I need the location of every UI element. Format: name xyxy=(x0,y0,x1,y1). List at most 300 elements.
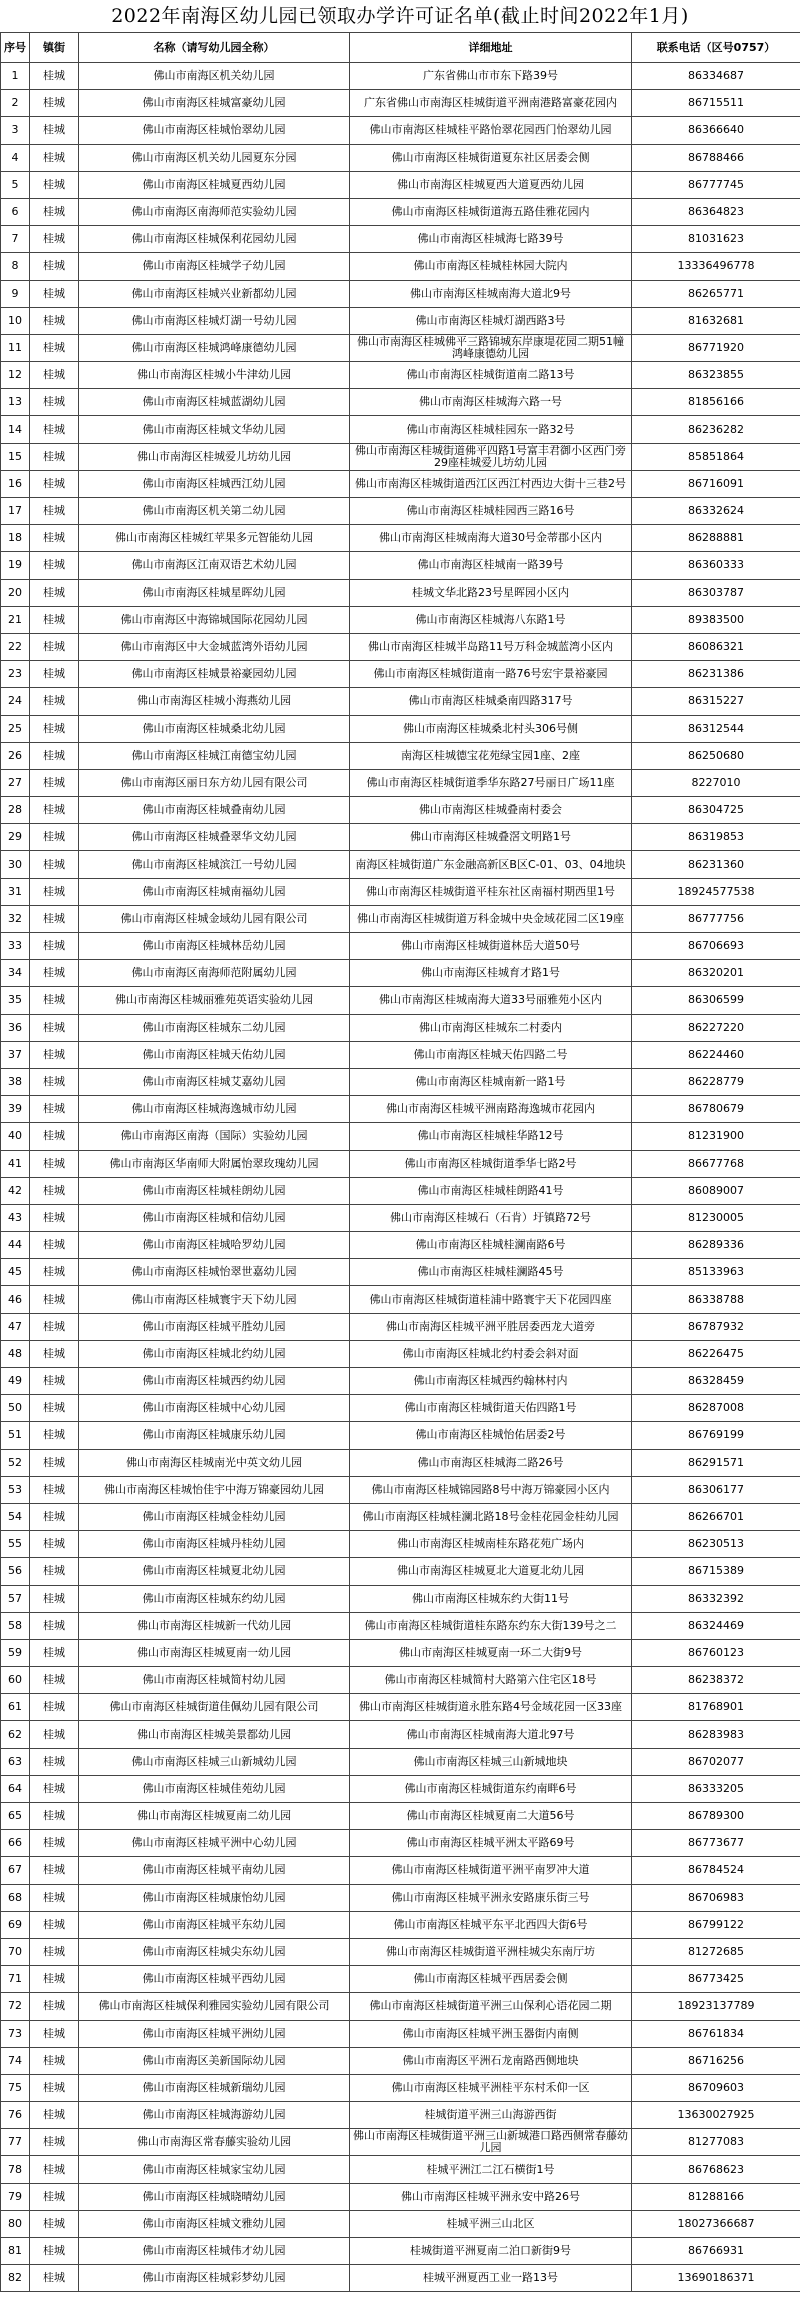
cell-name: 佛山市南海区桂城桂朗幼儿园 xyxy=(79,1177,350,1204)
cell-no: 35 xyxy=(1,987,30,1014)
table-row xyxy=(1,797,800,824)
cell-no: 59 xyxy=(1,1639,30,1666)
cell-no: 46 xyxy=(1,1286,30,1313)
cell-name: 佛山市南海区桂城海逸城市幼儿园 xyxy=(79,1096,350,1123)
cell-address: 佛山市南海区桂城夏北大道夏北幼儿园 xyxy=(350,1558,632,1585)
cell-phone: 86773425 xyxy=(632,1966,800,1993)
cell-no: 60 xyxy=(1,1667,30,1694)
cell-no: 5 xyxy=(1,171,30,198)
table-row xyxy=(1,715,800,742)
cell-address: 佛山市南海区桂城街道平洲三山新城港口路西侧常春藤幼儿园 xyxy=(350,2129,632,2156)
cell-town: 桂城 xyxy=(30,171,79,198)
cell-address: 广东省佛山市南海区桂城街道平洲南港路富豪花园内 xyxy=(350,90,632,117)
cell-no: 19 xyxy=(1,552,30,579)
cell-town: 桂城 xyxy=(30,1585,79,1612)
cell-phone: 86706693 xyxy=(632,933,800,960)
cell-name: 佛山市南海区桂城康乐幼儿园 xyxy=(79,1422,350,1449)
cell-town: 桂城 xyxy=(30,1830,79,1857)
cell-phone: 86773677 xyxy=(632,1830,800,1857)
cell-no: 24 xyxy=(1,688,30,715)
cell-town: 桂城 xyxy=(30,1531,79,1558)
cell-no: 77 xyxy=(1,2129,30,2156)
cell-town: 桂城 xyxy=(30,905,79,932)
cell-no: 43 xyxy=(1,1204,30,1231)
table-row xyxy=(1,606,800,633)
table-row xyxy=(1,1938,800,1965)
cell-address: 佛山市南海区桂城南一路39号 xyxy=(350,552,632,579)
cell-town: 桂城 xyxy=(30,2265,79,2292)
table-row xyxy=(1,443,800,470)
page-title: 2022年南海区幼儿园已领取办学许可证名单(截止时间2022年1月) xyxy=(111,5,689,27)
cell-no: 31 xyxy=(1,878,30,905)
cell-town: 桂城 xyxy=(30,769,79,796)
cell-name: 佛山市南海区桂城红苹果多元智能幼儿园 xyxy=(79,525,350,552)
cell-name: 佛山市南海区桂城平西幼儿园 xyxy=(79,1966,350,1993)
cell-address: 佛山市南海区桂城夏南二大道56号 xyxy=(350,1803,632,1830)
cell-name: 佛山市南海区桂城丹桂幼儿园 xyxy=(79,1531,350,1558)
cell-address: 桂城平洲三山北区 xyxy=(350,2210,632,2237)
cell-name: 佛山市南海区中海锦城国际花园幼儿园 xyxy=(79,606,350,633)
cell-town: 桂城 xyxy=(30,1966,79,1993)
cell-phone: 86799122 xyxy=(632,1911,800,1938)
cell-no: 81 xyxy=(1,2238,30,2265)
table-row xyxy=(1,1558,800,1585)
cell-name: 佛山市南海区桂城简村幼儿园 xyxy=(79,1667,350,1694)
cell-name: 佛山市南海区桂城哈罗幼儿园 xyxy=(79,1232,350,1259)
cell-town: 桂城 xyxy=(30,2047,79,2074)
cell-phone: 86303787 xyxy=(632,579,800,606)
cell-no: 56 xyxy=(1,1558,30,1585)
cell-town: 桂城 xyxy=(30,2156,79,2183)
cell-no: 71 xyxy=(1,1966,30,1993)
cell-address: 佛山市南海区桂城平洲桂平东村禾仰一区 xyxy=(350,2074,632,2101)
cell-phone: 86788466 xyxy=(632,144,800,171)
cell-town: 桂城 xyxy=(30,226,79,253)
cell-phone: 86291571 xyxy=(632,1449,800,1476)
cell-town: 桂城 xyxy=(30,90,79,117)
cell-no: 47 xyxy=(1,1313,30,1340)
cell-no: 7 xyxy=(1,226,30,253)
table-row xyxy=(1,1830,800,1857)
cell-address: 佛山市南海区桂城平西居委会侧 xyxy=(350,1966,632,1993)
table-body xyxy=(1,63,800,2292)
cell-address: 佛山市南海区桂城桑南四路317号 xyxy=(350,688,632,715)
cell-town: 桂城 xyxy=(30,1096,79,1123)
cell-phone: 86226475 xyxy=(632,1340,800,1367)
cell-address: 佛山市南海区桂城南海大道33号丽雅苑小区内 xyxy=(350,987,632,1014)
cell-phone: 86334687 xyxy=(632,63,800,90)
cell-no: 34 xyxy=(1,960,30,987)
cell-town: 桂城 xyxy=(30,2074,79,2101)
cell-no: 48 xyxy=(1,1340,30,1367)
cell-address: 佛山市南海区桂城海七路39号 xyxy=(350,226,632,253)
cell-town: 桂城 xyxy=(30,144,79,171)
cell-town: 桂城 xyxy=(30,1150,79,1177)
cell-address: 佛山市南海区桂城南桂东路花苑广场内 xyxy=(350,1531,632,1558)
cell-name: 佛山市南海区桂城蓝湖幼儿园 xyxy=(79,389,350,416)
table-row xyxy=(1,742,800,769)
table-row xyxy=(1,1123,800,1150)
cell-name: 佛山市南海区桂城东二幼儿园 xyxy=(79,1014,350,1041)
cell-name: 佛山市南海区桂城金桂幼儿园 xyxy=(79,1503,350,1530)
cell-name: 佛山市南海区桂城鸿峰康德幼儿园 xyxy=(79,334,350,361)
cell-phone: 86287008 xyxy=(632,1395,800,1422)
cell-name: 佛山市南海区桂城小牛津幼儿园 xyxy=(79,362,350,389)
cell-name: 佛山市南海区南海师范实验幼儿园 xyxy=(79,198,350,225)
cell-no: 49 xyxy=(1,1368,30,1395)
cell-name: 佛山市南海区桂城街道佳佩幼儿园有限公司 xyxy=(79,1694,350,1721)
cell-town: 桂城 xyxy=(30,1803,79,1830)
cell-address: 佛山市南海区桂城桂园西三路16号 xyxy=(350,498,632,525)
cell-town: 桂城 xyxy=(30,797,79,824)
cell-name: 佛山市南海区桂城文华幼儿园 xyxy=(79,416,350,443)
cell-name: 佛山市南海区桂城佳苑幼儿园 xyxy=(79,1775,350,1802)
cell-town: 桂城 xyxy=(30,1884,79,1911)
cell-no: 12 xyxy=(1,362,30,389)
cell-phone: 81632681 xyxy=(632,307,800,334)
cell-town: 桂城 xyxy=(30,1449,79,1476)
cell-phone: 89383500 xyxy=(632,606,800,633)
table-row xyxy=(1,307,800,334)
table-row xyxy=(1,824,800,851)
table-row xyxy=(1,1748,800,1775)
table-row xyxy=(1,1503,800,1530)
cell-address: 佛山市南海区桂城东二村委内 xyxy=(350,1014,632,1041)
cell-town: 桂城 xyxy=(30,661,79,688)
cell-address: 广东省佛山市市东下路39号 xyxy=(350,63,632,90)
cell-no: 58 xyxy=(1,1612,30,1639)
table-row xyxy=(1,280,800,307)
cell-address: 佛山市南海区桂城街道南二路13号 xyxy=(350,362,632,389)
cell-phone: 86766931 xyxy=(632,2238,800,2265)
cell-address: 佛山市南海区桂城简村大路第六住宅区18号 xyxy=(350,1667,632,1694)
table-row xyxy=(1,334,800,361)
cell-town: 桂城 xyxy=(30,824,79,851)
table-row xyxy=(1,987,800,1014)
cell-phone: 13336496778 xyxy=(632,253,800,280)
cell-town: 桂城 xyxy=(30,1639,79,1666)
cell-phone: 81231900 xyxy=(632,1123,800,1150)
cell-phone: 13690186371 xyxy=(632,2265,800,2292)
cell-address: 佛山市南海区桂城半岛路11号万科金城蓝湾小区内 xyxy=(350,633,632,660)
cell-no: 51 xyxy=(1,1422,30,1449)
table-row xyxy=(1,525,800,552)
cell-town: 桂城 xyxy=(30,633,79,660)
cell-name: 佛山市南海区江南双语艺术幼儿园 xyxy=(79,552,350,579)
cell-no: 78 xyxy=(1,2156,30,2183)
cell-no: 23 xyxy=(1,661,30,688)
cell-no: 41 xyxy=(1,1150,30,1177)
table-row xyxy=(1,2238,800,2265)
cell-name: 佛山市南海区桂城平胜幼儿园 xyxy=(79,1313,350,1340)
cell-town: 桂城 xyxy=(30,1340,79,1367)
cell-address: 佛山市南海区桂城街道平洲三山保利心语花园二期 xyxy=(350,1993,632,2020)
cell-address: 佛山市南海区桂城桂园东一路32号 xyxy=(350,416,632,443)
cell-address: 佛山市南海区桂城夏西大道夏西幼儿园 xyxy=(350,171,632,198)
table-row xyxy=(1,1993,800,2020)
cell-no: 45 xyxy=(1,1259,30,1286)
cell-town: 桂城 xyxy=(30,1476,79,1503)
cell-address: 佛山市南海区桂城街道平洲平南罗冲大道 xyxy=(350,1857,632,1884)
cell-no: 72 xyxy=(1,1993,30,2020)
cell-phone: 86228779 xyxy=(632,1068,800,1095)
cell-phone: 86289336 xyxy=(632,1232,800,1259)
table-row xyxy=(1,253,800,280)
cell-no: 13 xyxy=(1,389,30,416)
cell-name: 佛山市南海区桂城怡翠幼儿园 xyxy=(79,117,350,144)
cell-address: 桂城平洲夏西工业一路13号 xyxy=(350,2265,632,2292)
cell-phone: 86236282 xyxy=(632,416,800,443)
cell-phone: 86230513 xyxy=(632,1531,800,1558)
cell-town: 桂城 xyxy=(30,2183,79,2210)
cell-address: 佛山市南海区桂城石（石肯）圩镇路72号 xyxy=(350,1204,632,1231)
cell-town: 桂城 xyxy=(30,498,79,525)
cell-name: 佛山市南海区桂城叠南幼儿园 xyxy=(79,797,350,824)
cell-phone: 18027366687 xyxy=(632,2210,800,2237)
cell-town: 桂城 xyxy=(30,579,79,606)
cell-no: 76 xyxy=(1,2102,30,2129)
cell-name: 佛山市南海区桂城夏北幼儿园 xyxy=(79,1558,350,1585)
cell-name: 佛山市南海区桂城平东幼儿园 xyxy=(79,1911,350,1938)
cell-name: 佛山市南海区桂城小海燕幼儿园 xyxy=(79,688,350,715)
cell-phone: 81230005 xyxy=(632,1204,800,1231)
table-row xyxy=(1,1286,800,1313)
header-name: 名称（请写幼儿园全称） xyxy=(79,33,350,63)
cell-phone: 86761834 xyxy=(632,2020,800,2047)
cell-town: 桂城 xyxy=(30,307,79,334)
table-row xyxy=(1,1150,800,1177)
cell-no: 32 xyxy=(1,905,30,932)
table-row xyxy=(1,1096,800,1123)
table-row xyxy=(1,769,800,796)
cell-address: 佛山市南海区桂城平洲永安中路26号 xyxy=(350,2183,632,2210)
cell-no: 37 xyxy=(1,1041,30,1068)
cell-address: 佛山市南海区桂城夏南一环二大街9号 xyxy=(350,1639,632,1666)
cell-address: 佛山市南海区桂城桑北村头306号侧 xyxy=(350,715,632,742)
cell-town: 桂城 xyxy=(30,552,79,579)
cell-no: 16 xyxy=(1,470,30,497)
cell-no: 21 xyxy=(1,606,30,633)
cell-name: 佛山市南海区桂城家宝幼儿园 xyxy=(79,2156,350,2183)
table-row xyxy=(1,470,800,497)
cell-no: 50 xyxy=(1,1395,30,1422)
cell-phone: 81031623 xyxy=(632,226,800,253)
cell-phone: 86780679 xyxy=(632,1096,800,1123)
header-row xyxy=(1,33,800,63)
cell-name: 佛山市南海区桂城新一代幼儿园 xyxy=(79,1612,350,1639)
cell-name: 佛山市南海区南海（国际）实验幼儿园 xyxy=(79,1123,350,1150)
cell-name: 佛山市南海区桂城滨江一号幼儿园 xyxy=(79,851,350,878)
header-no: 序号 xyxy=(1,33,30,63)
table-row xyxy=(1,633,800,660)
cell-town: 桂城 xyxy=(30,1232,79,1259)
cell-name: 佛山市南海区桂城林岳幼儿园 xyxy=(79,933,350,960)
cell-phone: 86338788 xyxy=(632,1286,800,1313)
cell-no: 42 xyxy=(1,1177,30,1204)
cell-no: 66 xyxy=(1,1830,30,1857)
cell-address: 佛山市南海区桂城街道东约南畔6号 xyxy=(350,1775,632,1802)
table-row xyxy=(1,552,800,579)
cell-phone: 86677768 xyxy=(632,1150,800,1177)
cell-address: 佛山市南海区桂城灯湖西路3号 xyxy=(350,307,632,334)
cell-town: 桂城 xyxy=(30,1368,79,1395)
cell-phone: 86315227 xyxy=(632,688,800,715)
table-row xyxy=(1,2183,800,2210)
cell-phone: 81288166 xyxy=(632,2183,800,2210)
cell-phone: 86089007 xyxy=(632,1177,800,1204)
cell-address: 佛山市南海区桂城海六路一号 xyxy=(350,389,632,416)
table-row xyxy=(1,1775,800,1802)
cell-no: 38 xyxy=(1,1068,30,1095)
cell-name: 佛山市南海区桂城西江幼儿园 xyxy=(79,470,350,497)
cell-address: 佛山市南海区桂城南海大道30号金蒂郡小区内 xyxy=(350,525,632,552)
table-row xyxy=(1,661,800,688)
cell-name: 佛山市南海区桂城学子幼儿园 xyxy=(79,253,350,280)
table-row xyxy=(1,1449,800,1476)
cell-address: 佛山市南海区桂城锦园路8号中海万锦豪园小区内 xyxy=(350,1476,632,1503)
cell-name: 佛山市南海区美新国际幼儿园 xyxy=(79,2047,350,2074)
cell-town: 桂城 xyxy=(30,1259,79,1286)
cell-town: 桂城 xyxy=(30,280,79,307)
cell-no: 27 xyxy=(1,769,30,796)
cell-no: 6 xyxy=(1,198,30,225)
cell-no: 57 xyxy=(1,1585,30,1612)
cell-address: 佛山市南海区桂城叠滘文明路1号 xyxy=(350,824,632,851)
cell-phone: 86771920 xyxy=(632,334,800,361)
cell-town: 桂城 xyxy=(30,416,79,443)
cell-town: 桂城 xyxy=(30,525,79,552)
table-row xyxy=(1,1259,800,1286)
table-row xyxy=(1,1911,800,1938)
cell-name: 佛山市南海区华南师大附属怡翠玫瑰幼儿园 xyxy=(79,1150,350,1177)
cell-phone: 85851864 xyxy=(632,443,800,470)
cell-town: 桂城 xyxy=(30,933,79,960)
cell-phone: 86777756 xyxy=(632,905,800,932)
cell-phone: 18923137789 xyxy=(632,1993,800,2020)
cell-address: 佛山市南海区桂城街道桂浦中路寰宇天下花园四座 xyxy=(350,1286,632,1313)
cell-no: 9 xyxy=(1,280,30,307)
table-row xyxy=(1,1368,800,1395)
cell-name: 佛山市南海区桂城爱儿坊幼儿园 xyxy=(79,443,350,470)
cell-address: 佛山市南海区桂城街道季华东路27号丽日广场11座 xyxy=(350,769,632,796)
cell-town: 桂城 xyxy=(30,63,79,90)
cell-phone: 86306177 xyxy=(632,1476,800,1503)
cell-name: 佛山市南海区桂城保利花园幼儿园 xyxy=(79,226,350,253)
cell-town: 桂城 xyxy=(30,1422,79,1449)
cell-address: 佛山市南海区桂城街道夏东社区居委会侧 xyxy=(350,144,632,171)
cell-name: 佛山市南海区机关第二幼儿园 xyxy=(79,498,350,525)
cell-address: 佛山市南海区桂城街道林岳大道50号 xyxy=(350,933,632,960)
cell-phone: 86364823 xyxy=(632,198,800,225)
cell-no: 8 xyxy=(1,253,30,280)
header-town: 镇街 xyxy=(30,33,79,63)
table-row xyxy=(1,2156,800,2183)
cell-address: 佛山市南海区桂城街道万科金城中央金域花园二区19座 xyxy=(350,905,632,932)
table-row xyxy=(1,2265,800,2292)
kindergarten-license-table xyxy=(0,32,800,2292)
cell-no: 67 xyxy=(1,1857,30,1884)
cell-phone: 8227010 xyxy=(632,769,800,796)
cell-name: 佛山市南海区桂城星晖幼儿园 xyxy=(79,579,350,606)
table-row xyxy=(1,2102,800,2129)
table-row xyxy=(1,1068,800,1095)
cell-no: 36 xyxy=(1,1014,30,1041)
cell-address: 佛山市南海区桂城街道桂东路东约东大街139号之二 xyxy=(350,1612,632,1639)
cell-name: 佛山市南海区桂城南福幼儿园 xyxy=(79,878,350,905)
cell-name: 佛山市南海区机关幼儿园 xyxy=(79,63,350,90)
cell-no: 53 xyxy=(1,1476,30,1503)
cell-address: 佛山市南海区桂城佛平三路锦城东岸康堤花园二期51幢鸿峰康德幼儿园 xyxy=(350,334,632,361)
table-row xyxy=(1,1721,800,1748)
cell-name: 佛山市南海区桂城平南幼儿园 xyxy=(79,1857,350,1884)
cell-no: 4 xyxy=(1,144,30,171)
cell-phone: 86716091 xyxy=(632,470,800,497)
cell-town: 桂城 xyxy=(30,878,79,905)
table-row xyxy=(1,1014,800,1041)
cell-phone: 86789300 xyxy=(632,1803,800,1830)
cell-phone: 86760123 xyxy=(632,1639,800,1666)
cell-address: 佛山市南海区桂城三山新城地块 xyxy=(350,1748,632,1775)
table-row xyxy=(1,498,800,525)
cell-address: 佛山市南海区桂城天佑四路二号 xyxy=(350,1041,632,1068)
cell-address: 佛山市南海区桂城街道平洲桂城尖东南厅坊 xyxy=(350,1938,632,1965)
cell-phone: 86332624 xyxy=(632,498,800,525)
table-row xyxy=(1,362,800,389)
table-row xyxy=(1,1232,800,1259)
cell-name: 佛山市南海区桂城夏南一幼儿园 xyxy=(79,1639,350,1666)
cell-name: 佛山市南海区桂城景裕豪园幼儿园 xyxy=(79,661,350,688)
cell-phone: 86238372 xyxy=(632,1667,800,1694)
cell-name: 佛山市南海区桂城艾嘉幼儿园 xyxy=(79,1068,350,1095)
table-row xyxy=(1,960,800,987)
cell-address: 桂城街道平洲夏南二泊口新街9号 xyxy=(350,2238,632,2265)
cell-phone: 86231360 xyxy=(632,851,800,878)
table-row xyxy=(1,144,800,171)
cell-town: 桂城 xyxy=(30,1068,79,1095)
cell-town: 桂城 xyxy=(30,1313,79,1340)
table-row xyxy=(1,117,800,144)
cell-town: 桂城 xyxy=(30,851,79,878)
cell-town: 桂城 xyxy=(30,1612,79,1639)
cell-town: 桂城 xyxy=(30,1558,79,1585)
cell-phone: 86266701 xyxy=(632,1503,800,1530)
cell-address: 佛山市南海区桂城桂朗路41号 xyxy=(350,1177,632,1204)
header-address: 详细地址 xyxy=(350,33,632,63)
table-row xyxy=(1,1340,800,1367)
cell-address: 桂城文华北路23号星晖园小区内 xyxy=(350,579,632,606)
cell-address: 佛山市南海区桂城平洲平胜居委西龙大道旁 xyxy=(350,1313,632,1340)
table-row xyxy=(1,2074,800,2101)
cell-town: 桂城 xyxy=(30,742,79,769)
table-row xyxy=(1,1639,800,1666)
cell-name: 佛山市南海区常春藤实验幼儿园 xyxy=(79,2129,350,2156)
cell-no: 22 xyxy=(1,633,30,660)
cell-address: 佛山市南海区桂城桂澜南路6号 xyxy=(350,1232,632,1259)
cell-no: 11 xyxy=(1,334,30,361)
cell-phone: 81856166 xyxy=(632,389,800,416)
cell-phone: 86328459 xyxy=(632,1368,800,1395)
cell-phone: 86086321 xyxy=(632,633,800,660)
cell-phone: 81277083 xyxy=(632,2129,800,2156)
cell-phone: 81768901 xyxy=(632,1694,800,1721)
cell-name: 佛山市南海区桂城富豪幼儿园 xyxy=(79,90,350,117)
cell-no: 33 xyxy=(1,933,30,960)
cell-phone: 86702077 xyxy=(632,1748,800,1775)
cell-town: 桂城 xyxy=(30,1857,79,1884)
cell-no: 29 xyxy=(1,824,30,851)
cell-address: 佛山市南海区桂城街道南一路76号宏宇景裕豪园 xyxy=(350,661,632,688)
cell-town: 桂城 xyxy=(30,688,79,715)
